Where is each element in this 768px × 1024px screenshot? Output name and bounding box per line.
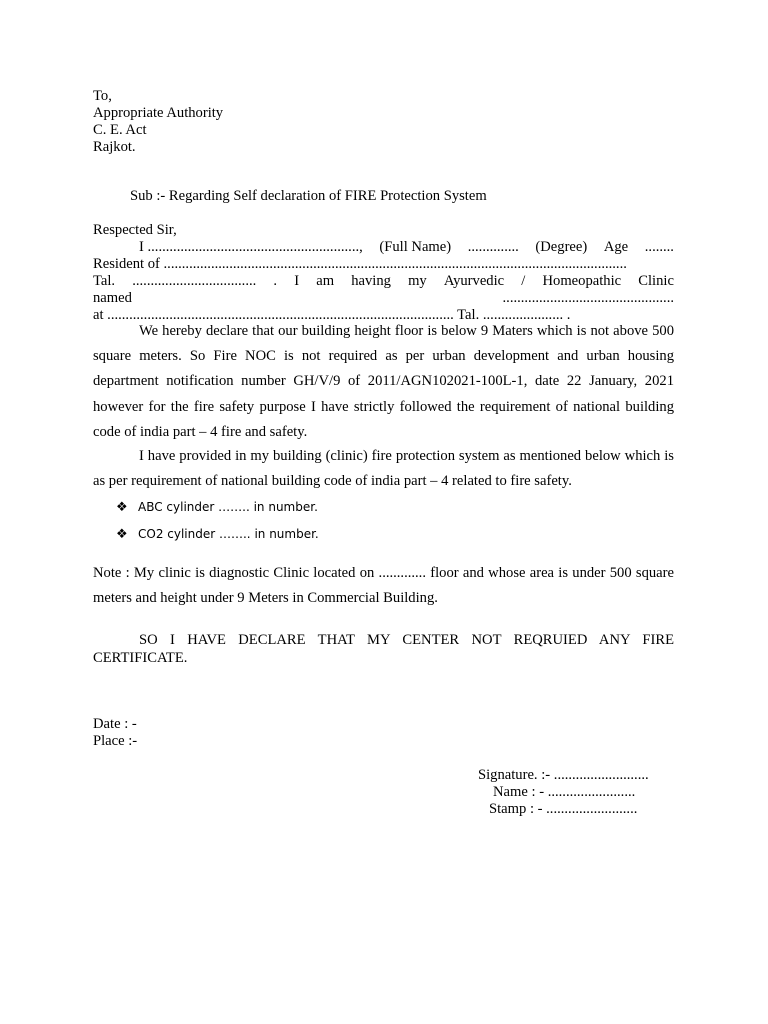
text-segment: .............. xyxy=(467,239,519,255)
text-segment: named xyxy=(93,290,132,306)
diamond-bullet-icon: ❖ xyxy=(116,527,128,542)
address-line: To, xyxy=(93,88,112,104)
equipment-paragraph xyxy=(93,444,674,494)
declaration-line-3 xyxy=(93,273,674,290)
caps-statement xyxy=(93,632,674,667)
recipient-address xyxy=(93,88,223,156)
statement-text: SO I HAVE DECLARE THAT MY CENTER NOT REQRUIED ANY FIRE CERTIFICATE. xyxy=(93,632,674,666)
text-segment: Resident of ............................................................................................................................... xyxy=(93,256,627,272)
text-segment: having xyxy=(351,273,391,289)
text-segment: Homeopathic xyxy=(542,273,622,289)
name-line: Name : - ........................ xyxy=(493,784,636,800)
text-segment: Clinic xyxy=(638,273,674,289)
signature-line: Signature. :- .......................... xyxy=(478,767,649,783)
declaration-line-2 xyxy=(93,256,674,273)
salutation: Respected Sir, xyxy=(93,222,177,238)
note-paragraph: Note : My clinic is diagnostic Clinic located on ............. floor and whose area is under 500 square meters and height under 9 Meters in Commercial Building. xyxy=(93,565,674,607)
diamond-bullet-icon: ❖ xyxy=(116,500,128,515)
text-segment: I xyxy=(294,273,300,289)
paragraph-text: We hereby declare that our building height floor is below 9 Maters which is not above 500 square meters. So Fire NOC is not required as per urban development and urban housing department notification number GH/V/9 of 2011/AGN102021-100L-1, date 22 January, 2021 however for the fire safety purpose I have strictly followed the requirement of national building code of india part – 4 fire and safety. xyxy=(93,323,674,440)
declaration-paragraph xyxy=(93,319,674,445)
text-segment: at ............................................................................................... Tal. ...................... . xyxy=(93,307,571,323)
text-segment: ............................................... xyxy=(502,290,674,306)
text-segment: . xyxy=(273,273,278,289)
stamp-line: Stamp : - ......................... xyxy=(489,801,638,817)
subject-line: Sub :- Regarding Self declaration of FIRE Protection System xyxy=(130,188,487,204)
address-line: Rajkot. xyxy=(93,139,136,155)
list-item xyxy=(116,527,319,542)
declaration-line-4 xyxy=(93,290,674,307)
text-segment: am xyxy=(316,273,335,289)
text-segment: my xyxy=(408,273,427,289)
text-segment: Age xyxy=(603,239,629,255)
list-item-text: ABC cylinder …….. in number. xyxy=(138,500,318,514)
text-segment: (Degree) xyxy=(535,239,588,255)
paragraph-text: I have provided in my building (clinic) fire protection system as mentioned below which is as per requirement of national building code of india part – 4 related to fire safety. xyxy=(93,448,674,490)
text-segment: Ayurvedic xyxy=(443,273,505,289)
text-segment: Tal. xyxy=(93,273,116,289)
text-segment: .................................. xyxy=(132,273,257,289)
text-segment: I .........................................................., xyxy=(139,239,363,255)
address-line: Appropriate Authority xyxy=(93,105,224,121)
text-segment: / xyxy=(521,273,526,289)
declaration-line-1 xyxy=(93,239,674,256)
list-item xyxy=(116,500,318,515)
place-label: Place :- xyxy=(93,733,138,749)
text-segment: ........ xyxy=(644,239,674,255)
address-line: C. E. Act xyxy=(93,122,147,138)
list-item-text: CO2 cylinder …….. in number. xyxy=(138,527,319,541)
date-label: Date : - xyxy=(93,716,137,732)
text-segment: (Full Name) xyxy=(379,239,452,255)
